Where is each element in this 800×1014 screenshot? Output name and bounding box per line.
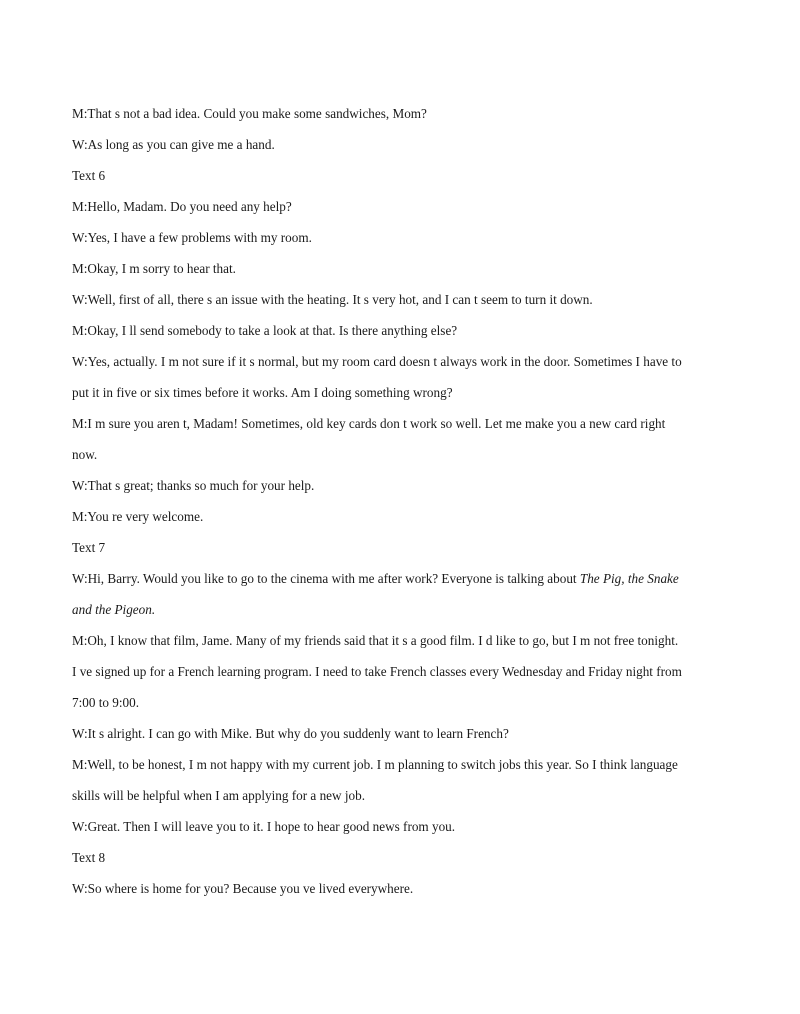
dialogue-line: W:As long as you can give me a hand. — [72, 137, 275, 152]
dialogue-line-continued: 7:00 to 9:00. — [72, 695, 140, 710]
dialogue-line: M:Well, to be honest, I m not happy with my current job. I m planning to switch jobs this year. So I think language — [72, 757, 678, 772]
dialogue-line: M:That s not a bad idea. Could you make some sandwiches, Mom? — [72, 106, 427, 121]
dialogue-line — [72, 571, 679, 587]
film-title-continued: and the Pigeon. — [72, 602, 156, 617]
section-heading-text-6: Text 6 — [72, 168, 106, 183]
dialogue-line-text: W:Hi, Barry. Would you like to go to the cinema with me after work? Everyone is talking about — [72, 571, 580, 586]
dialogue-line: W:Yes, actually. I m not sure if it s normal, but my room card doesn t always work in the door. Sometimes I have to — [72, 354, 682, 369]
dialogue-line-continued: now. — [72, 447, 98, 462]
section-heading-text-7: Text 7 — [72, 540, 106, 555]
dialogue-line: M:I m sure you aren t, Madam! Sometimes, old key cards don t work so well. Let me make you a new card right — [72, 416, 666, 431]
dialogue-line: M:Okay, I m sorry to hear that. — [72, 261, 236, 276]
dialogue-line: W:It s alright. I can go with Mike. But why do you suddenly want to learn French? — [72, 726, 509, 741]
dialogue-line: M:You re very welcome. — [72, 509, 204, 524]
section-heading-text-8: Text 8 — [72, 850, 106, 865]
dialogue-line: W:Great. Then I will leave you to it. I hope to hear good news from you. — [72, 819, 456, 834]
dialogue-line-continued: I ve signed up for a French learning program. I need to take French classes every Wednesday and Friday night from — [72, 664, 682, 679]
dialogue-line: W:Yes, I have a few problems with my room. — [72, 230, 312, 245]
dialogue-line: W:Well, first of all, there s an issue with the heating. It s very hot, and I can t seem to turn it down. — [72, 292, 593, 307]
dialogue-line-continued — [72, 602, 155, 618]
dialogue-line: M:Okay, I ll send somebody to take a look at that. Is there anything else? — [72, 323, 458, 338]
dialogue-line: W:So where is home for you? Because you ve lived everywhere. — [72, 881, 414, 896]
dialogue-line: M:Oh, I know that film, Jame. Many of my friends said that it s a good film. I d like to go, but I m not free tonight. — [72, 633, 679, 648]
dialogue-line-continued: put it in five or six times before it works. Am I doing something wrong? — [72, 385, 453, 400]
dialogue-line-continued: skills will be helpful when I am applying for a new job. — [72, 788, 365, 803]
dialogue-line: M:Hello, Madam. Do you need any help? — [72, 199, 292, 214]
dialogue-line: W:That s great; thanks so much for your help. — [72, 478, 315, 493]
film-title: The Pig, the Snake — [579, 571, 679, 586]
